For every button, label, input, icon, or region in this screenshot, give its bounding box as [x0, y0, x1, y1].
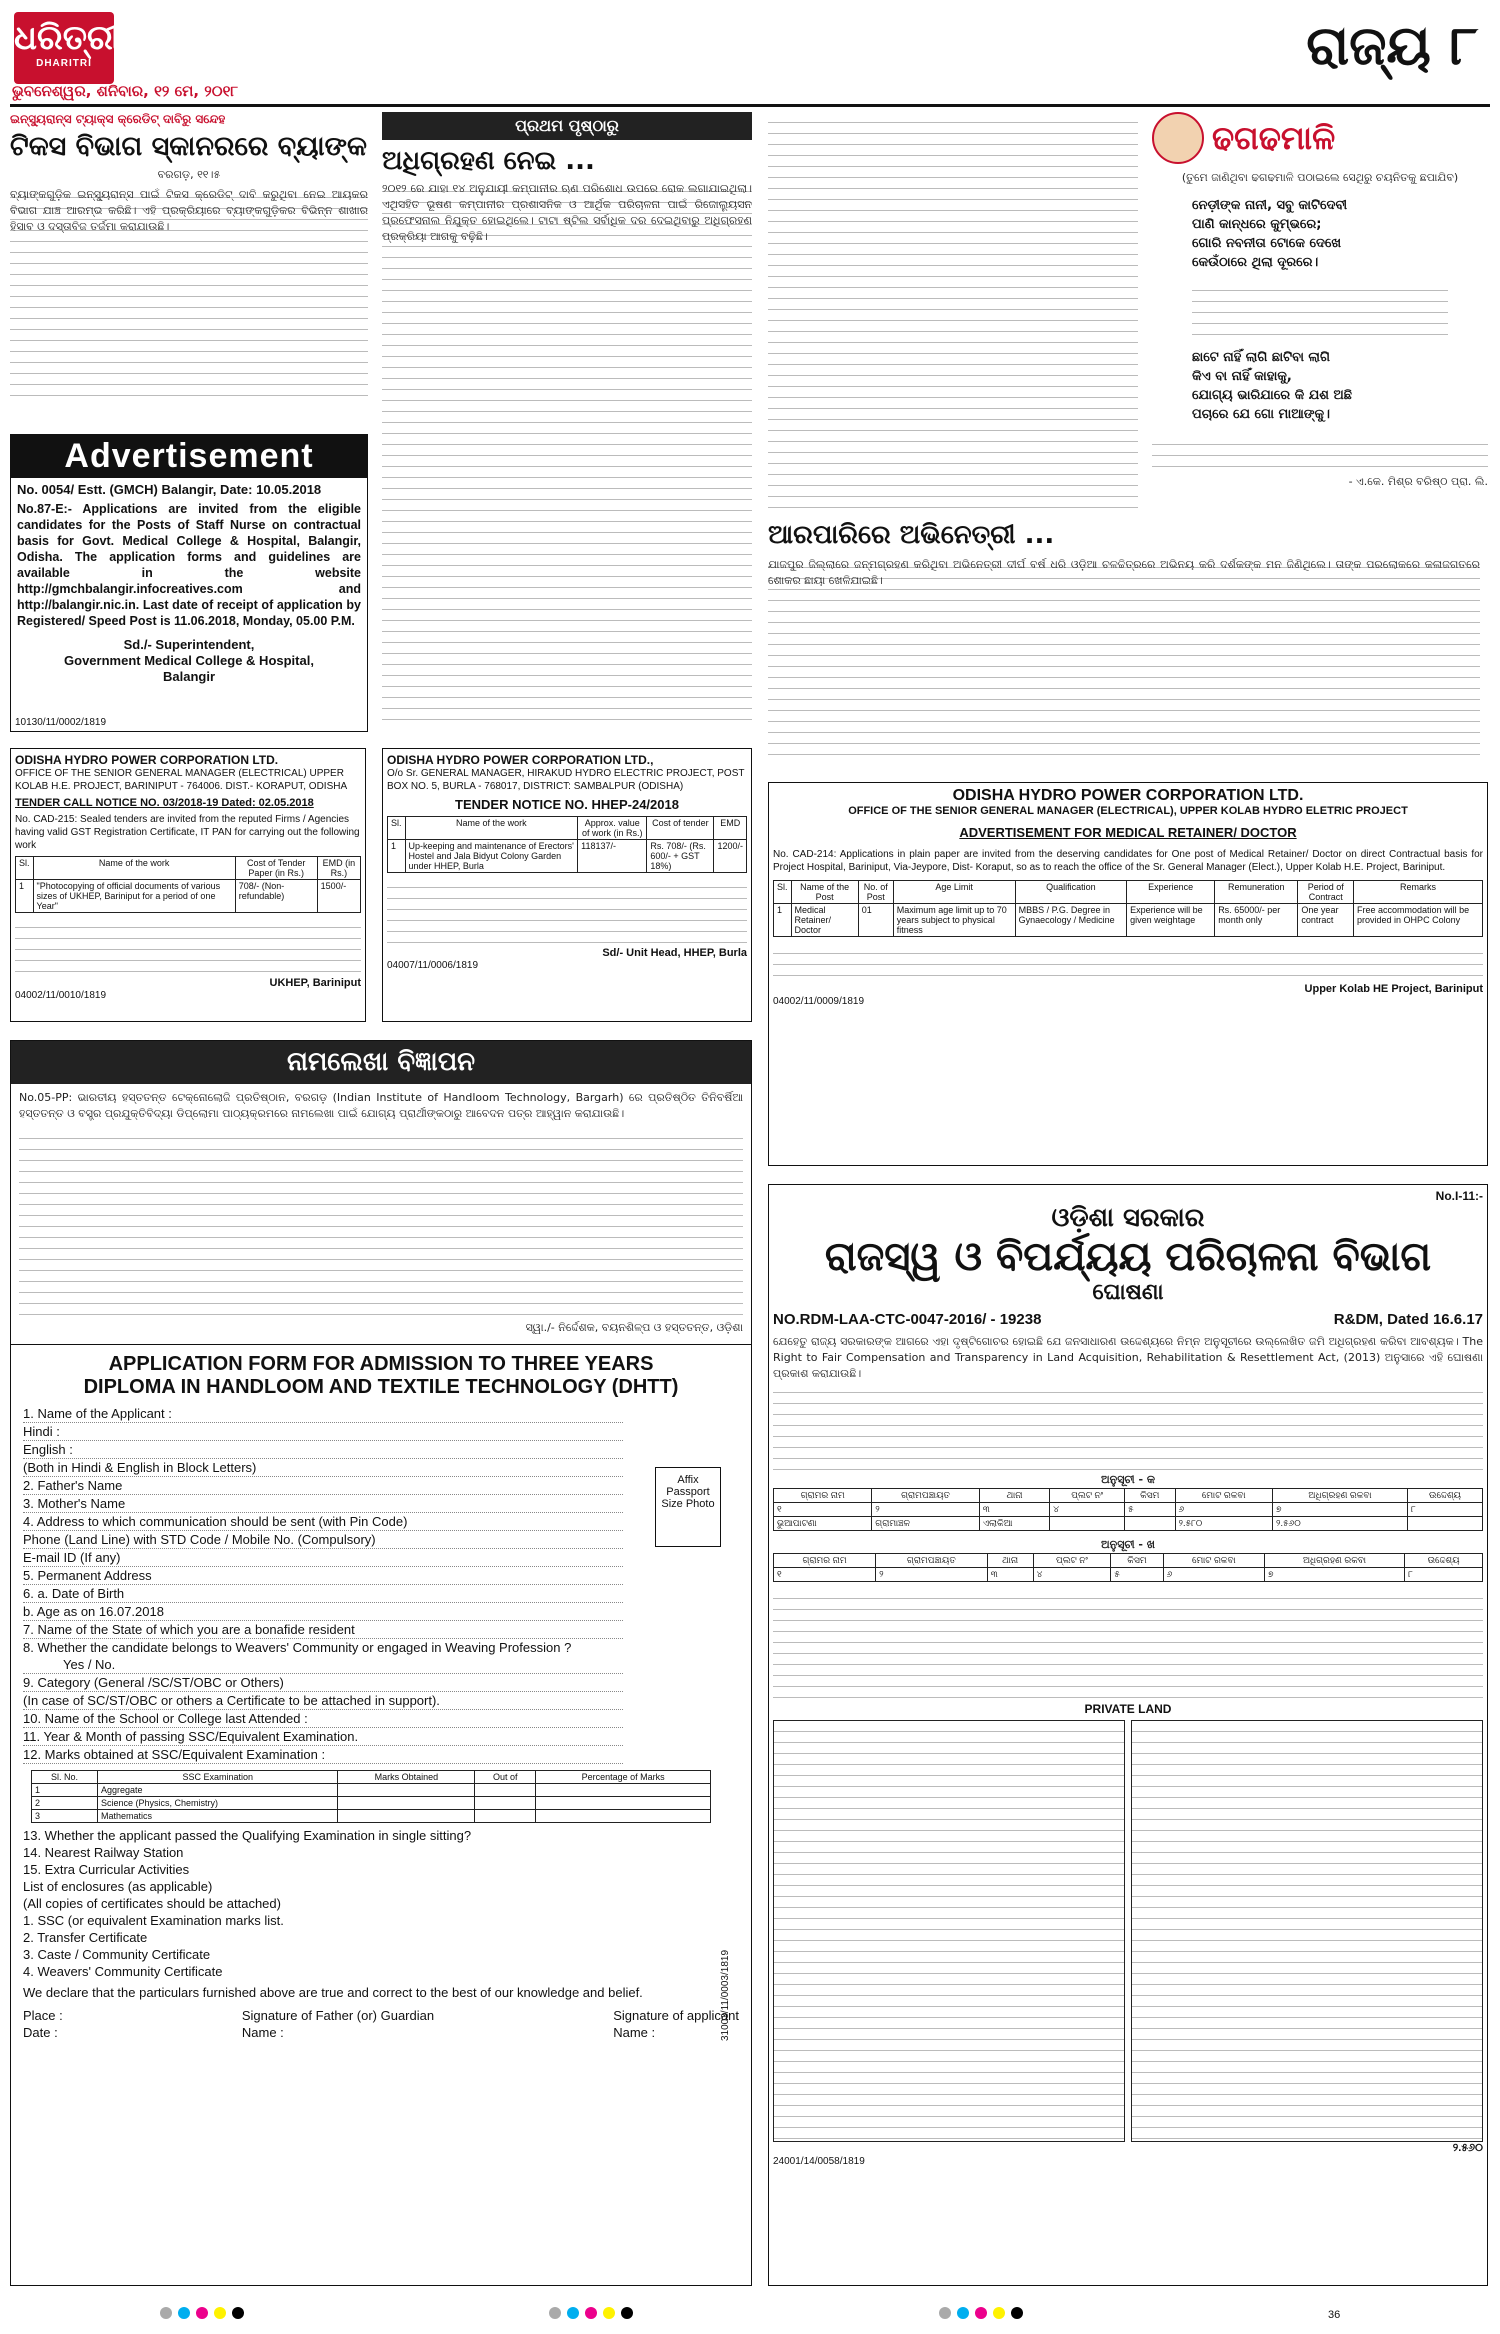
govt-body-more — [773, 1382, 1483, 1472]
form-field: 12. Marks obtained at SSC/Equivalent Examination : — [23, 1746, 623, 1764]
govt-type: ଘୋଷଣା — [1092, 1280, 1164, 1305]
marks-header: Percentage of Marks — [536, 1771, 711, 1784]
schedule-b-table: ଗ୍ରାମର ନାମ ଗ୍ରାମପଞ୍ଚାୟତ ଥାନା ପ୍ଲଟ ନଂ କିସମ ମୋଟ ରକବା ଅଧିଗ୍ରହଣ ରକବା ଉଦ୍ଦେଶ୍ୟ ୧ ୨ ୩ ୪ ୫ ୬ ୭ ୮ — [773, 1553, 1483, 1582]
tender1-footer: UKHEP, Bariniput — [269, 977, 361, 989]
advert1-code: 10130/11/0002/1819 — [15, 717, 107, 728]
form-field: Phone (Land Line) with STD Code / Mobile No. (Compulsory) — [23, 1531, 623, 1549]
masthead-logo — [14, 12, 121, 84]
advertisement-gmch — [10, 434, 368, 732]
form-field: 11. Year & Month of passing SSC/Equivalent Examination. — [23, 1728, 623, 1746]
schedule-b: ଅନୁସୂଚୀ - ଖ — [1100, 1538, 1156, 1551]
tender2-notice: TENDER NOTICE NO. HHEP-24/2018 — [455, 797, 679, 812]
advert1-body: No.87-E:- Applications are invited from the eligible candidates for the Posts of Staff Nurse on contractual basis for Govt. Medical College & Hospital, Balangir, Odisha. The application forms and guidelines are available in the website http://gmchbalangir.infocreatives.com and http://balangir.nic.in. Last date of receipt of application by Registered/ Speed Post is 11.06.2018, Monday, 05.00 P.M. — [17, 502, 361, 628]
column-dhagadhamali — [1152, 112, 1488, 512]
story1-kicker: ଇନ୍ସ୍ୟୁରାନ୍ସ ଟ୍ୟାକ୍ସ କ୍ରେଡିଟ୍ ଦାବିରୁ ସନ୍ଦେହ — [10, 112, 226, 126]
tender1-code: 04002/11/0010/1819 — [15, 990, 107, 1001]
form-field: 6. a. Date of Birth — [23, 1585, 623, 1603]
tender1-body: No. CAD-215: Sealed tenders are invited from the reputed Firms / Agencies having valid GST Registration Certificate, IT PAN for carrying out the following work — [15, 814, 360, 851]
tender3-code: 04002/11/0009/1819 — [773, 996, 865, 1007]
form-field: 9. Category (General /SC/ST/OBC or Others) — [23, 1674, 623, 1692]
marks-header: SSC Examination — [97, 1771, 338, 1784]
form-field: Hindi : — [23, 1423, 623, 1441]
notice-body-more — [19, 1128, 743, 1318]
schedule-a: ଅନୁସୂଚୀ - କ — [1100, 1473, 1155, 1486]
form-field: 7. Name of the State of which you are a bonafide resident — [23, 1621, 623, 1639]
land-total: ୨.୫୬୦ — [1452, 2142, 1483, 2154]
tender3-instructions — [773, 943, 1483, 983]
tender1-notice: TENDER CALL NOTICE NO. 03/2018-19 Dated: 02.05.2018 — [15, 797, 314, 809]
form-field: 3. Mother's Name — [23, 1495, 623, 1513]
form-field: 15. Extra Curricular Activities — [23, 1862, 190, 1877]
tender3-company: ODISHA HYDRO POWER CORPORATION LTD. — [952, 787, 1304, 804]
form-field: 5. Permanent Address — [23, 1567, 623, 1585]
form-field: 13. Whether the applicant passed the Qualifying Examination in single sitting? — [23, 1828, 472, 1843]
photo-box: Affix Passport Size Photo — [655, 1467, 721, 1547]
govt-body: ଯେହେତୁ ରାଜ୍ୟ ସରକାରଙ୍କ ଆଗରେ ଏହା ଦୃଷ୍ଟିଗୋଚର ହୋଇଛି ଯେ ଜନସାଧାରଣ ଉଦ୍ଦେଶ୍ୟରେ ନିମ୍ନ ଅନୁସୂଚୀରେ ଉଲ୍ଲେଖିତ ଜମି ଅଧିଗ୍ରହଣ କରିବା ଆବଶ୍ୟକ। The Right to Fair Compensation and Transparency in Land Acquisition, Rehabilitation & Resettlement Act, (2013) ଅନୁସାରେ ଏହି ଘୋଷଣା ପ୍ରକାଶ କରାଯାଉଛି। — [773, 1335, 1483, 1380]
notice-band: ନାମଲେଖା ବିଜ୍ଞାପନ — [11, 1041, 751, 1084]
tender1-dates — [15, 917, 361, 977]
tender3-body: No. CAD-214: Applications in plain paper are invited from the deserving candidates for One post of Medical Retainer/ Doctor on direct Contractual basis for Project Hospital, Bariniput, Via-Jeypore, Dist- Koraput, so as to reach the office of the Sr. General Manager (Elect.), Upper Kolab H.E. Project, Bariniput. — [773, 849, 1483, 873]
column-credit: - ଏ.କେ. ମିଶ୍ର ବରିଷ୍ଠ ପ୍ରା. ଲି. — [1348, 475, 1488, 488]
advert1-title: Advertisement — [11, 435, 367, 478]
story2-band: ପ୍ରଥମ ପୃଷ୍ଠାରୁ — [382, 112, 752, 140]
tender1-table: Sl. Name of the work Cost of Tender Paper (in Rs.) EMD (in Rs.) 1 "Photocopying of official documents of various sizes of UKHEP, Bariniput for a period of one Year" 708/- (Non-refundable) 1500/- — [15, 856, 361, 913]
story1-headline: ଟିକସ ବିଭାଗ ସ୍କାନରରେ ବ୍ୟାଙ୍କ — [10, 131, 367, 162]
advert1-ref: No. 0054/ Estt. (GMCH) Balangir, Date: 10.05.2018 — [17, 482, 322, 497]
marks-header: Out of — [475, 1771, 536, 1784]
tender2-table: Sl. Name of the work Approx. value of work (in Rs.) Cost of tender EMD 1 Up-keeping and maintenance of Erectors' Hostel and Jala Bidyut Colony Garden under HHEP, Burla 118137/- Rs. 708/- (Rs. 600/- + GST 18%) 1200/- — [387, 816, 747, 873]
land-table-right — [1131, 1720, 1483, 2142]
tender-hhep — [382, 748, 752, 1022]
tender2-code: 04007/11/0006/1819 — [387, 960, 479, 971]
tender1-office: OFFICE OF THE SENIOR GENERAL MANAGER (ELECTRICAL) UPPER KOLAB H.E. PROJECT, BARINIPUT - 764006. DIST.- KORAPUT, ODISHA — [15, 768, 348, 792]
notice-sign: ସ୍ୱା./- ନିର୍ଦ୍ଦେଶକ, ବୟନଶିଳ୍ପ ଓ ହସ୍ତତନ୍ତ, ଓଡ଼ିଶା — [525, 1321, 743, 1334]
form-declaration: We declare that the particulars furnished above are true and correct to the best of our knowledge and belief. — [23, 1985, 643, 2000]
tender-ukhep — [10, 748, 366, 1022]
cartoon-face-icon — [1152, 112, 1204, 164]
page-number-footer: 36 — [1328, 2309, 1341, 2321]
column-verse: ନେଡ଼ୀଙ୍କ ନାନୀ, ସବୁ କାଟିଦେବୀ ପାଣି କାନ୍ଧରେ କୁମ୍ଭରେ; ଗୋରି ନବନୀତା ଟୋକେ ଦେଖେ କେଉଁଠାରେ ଥିଲା ଦୂରରେ। ଛାଟେ ନାହିଁ ଲାଗି ଛାଟିବା ଲାଗି କିଏ ବା ନାହିଁ କାହାକୁ, ଯୋଗ୍ୟ ଭାରିଯାରେ କି ଯଶ ଅଛି ପଚାରେ ଯେ ଗୋ ମାଆଙ୍କୁ। — [1192, 196, 1448, 424]
form-field: 2. Transfer Certificate — [23, 1930, 148, 1945]
land-table-title: PRIVATE LAND — [1084, 1702, 1172, 1716]
form-field: b. Age as on 16.07.2018 — [23, 1603, 623, 1621]
dateline: ଭୁବନେଶ୍ୱର, ଶନିବାର, ୧୨ ମେ, ୨୦୧୮ — [12, 82, 239, 100]
form-field: 4. Address to which communication should be sent (with Pin Code) — [23, 1513, 623, 1531]
govt-no: No.I-11:- — [1435, 1189, 1483, 1203]
page-title: ରାଜ୍ୟ ୮ — [1306, 14, 1478, 77]
column-title: ଢଗଢମାଳି — [1212, 118, 1336, 157]
form-field: (All copies of certificates should be attached) — [23, 1896, 281, 1911]
verse-explanation — [1192, 280, 1448, 340]
story2-headline: ଅଧିଗ୍ରହଣ ନେଇ ... — [382, 146, 595, 176]
story2-continued — [768, 112, 1138, 512]
form-field: (In case of SC/ST/OBC or others a Certificate to be attached in support). — [23, 1692, 623, 1710]
form-field: 2. Father's Name — [23, 1477, 623, 1495]
land-tables — [773, 1720, 1483, 2142]
form-field: List of enclosures (as applicable) — [23, 1879, 213, 1894]
govt-schedule-notes — [773, 1588, 1483, 1698]
story3-headline: ଆରପାରିରେ ଅଭିନେତ୍ରୀ ... — [768, 520, 1055, 550]
form-field: 8. Whether the candidate belongs to Weavers' Community or engaged in Weaving Profession ?Yes / No. — [23, 1639, 623, 1674]
form-fields — [11, 1399, 751, 1770]
tender3-table: Sl. Name of the Post No. of Post Age Limit Qualification Experience Remuneration Period of Contract Remarks 1 Medical Retainer/ Doctor 01 Maximum age limit up to 70 years subject to physical fitness MBBS / P.G. Degree in Gynaecology / Medicine Experience will be given weightage Rs. 65000/- per month only One year contract Free accommodation will be provided in OHPC Colony — [773, 880, 1483, 937]
story-acquisition — [382, 112, 752, 722]
advertisement-medical-retainer — [768, 782, 1488, 1166]
tender2-office: O/o Sr. GENERAL MANAGER, HIRAKUD HYDRO ELECTRIC PROJECT, POST BOX NO. 5, BURLA - 768017, DISTRICT: SAMBALPUR (ODISHA) — [387, 768, 745, 792]
marks-header: Sl. No. — [32, 1771, 98, 1784]
form-field: 1. SSC (or equivalent Examination marks list. — [23, 1913, 284, 1928]
land-table-left — [773, 1720, 1125, 2142]
form-field: 10. Name of the School or College last Attended : — [23, 1710, 623, 1728]
form-signatures: Place : Date : Signature of Father (or) Guardian Name : Signature of applicant Name : — [23, 2008, 739, 2040]
schedule-a-table: ଗ୍ରାମର ନାମ ଗ୍ରାମପଞ୍ଚାୟତ ଥାନା ପ୍ଲଟ ନଂ କିସମ ମୋଟ ରକବା ଅଧିଗ୍ରହଣ ରକବା ଉଦ୍ଦେଶ୍ୟ ୧ ୨ ୩ ୪ ୫ ୬ ୭ ୮ ଭୁଆପାଟଣା ଗ୍ରାମାଞ୍ଚଳ ଏଲାକିଆ ୨.୫୮୦ ୨.୫୬୦ — [773, 1488, 1483, 1531]
admission-notice — [10, 1040, 752, 2286]
masthead-rule — [10, 104, 1490, 107]
form-field: E-mail ID (If any) — [23, 1549, 623, 1567]
story3-body: ଯାଜପୁର ଜିଲ୍ଲାରେ ଜନ୍ମଗ୍ରହଣ କରିଥିବା ଅଭିନେତ୍ରୀ ଦୀର୍ଘ ବର୍ଷ ଧରି ଓଡ଼ିଆ ଚଳଚ୍ଚିତ୍ରରେ ଅଭିନୟ କରି ଦର୍ଶକଙ୍କ ମନ ଜିଣିଥିଲେ। ତାଙ୍କ ପରଲୋକରେ କଳାଜଗତରେ ଶୋକର ଛାୟା ଖେଳିଯାଇଛି। — [768, 557, 1480, 762]
govt-ref-row: NO.RDM-LAA-CTC-0047-2016/ - 19238 R&DM, Dated 16.6.17 — [773, 1311, 1483, 1328]
story1-body: ବ୍ୟାଙ୍କଗୁଡ଼ିକ ଇନ୍ସ୍ୟୁରାନ୍ସ ପାଇଁ ଟିକସ କ୍ରେଡିଟ୍ ଦାବି କରୁଥିବା ନେଇ ଆୟକର ବିଭାଗ ଯାଞ୍ଚ ଆରମ୍ଭ କରିଛି। ଏହି ପ୍ରକ୍ରିୟାରେ ବ୍ୟାଙ୍କଗୁଡ଼ିକର ବିଭିନ୍ନ ଶାଖାର ହିସାବ ଓ ଦସ୍ତାବିଜ ତର୍ଜମା କରାଯାଉଛି। — [10, 187, 368, 397]
marks-header: Marks Obtained — [338, 1771, 475, 1784]
form-field: (Both in Hindi & English in Block Letters) — [23, 1459, 623, 1477]
logo-text: ଧରିତ୍ରୀ — [14, 18, 121, 58]
story-actress — [768, 520, 1480, 770]
form-field: 3. Caste / Community Certificate — [23, 1947, 211, 1962]
govt-declaration — [768, 1184, 1488, 2286]
tender2-company: ODISHA HYDRO POWER CORPORATION LTD., — [387, 753, 654, 767]
form-field: 1. Name of the Applicant : — [23, 1405, 623, 1423]
story-bank-tax — [10, 112, 368, 404]
form-fields-2 — [11, 1823, 751, 1984]
logo-subtext: DHARITRI — [36, 58, 92, 69]
form-field: English : — [23, 1441, 623, 1459]
marks-table: Sl. No. SSC Examination Marks Obtained Out of Percentage of Marks 1 Aggregate 2 Science (Physics, Chemistry) 3 Mathematics — [31, 1770, 711, 1823]
notice-body: No.05-PP: ଭାରତୀୟ ହସ୍ତତନ୍ତ ଟେକ୍ନୋଲୋଜି ପ୍ରତିଷ୍ଠାନ, ବରଗଡ଼ (Indian Institute of Handloom Technology, Bargarh) ରେ ପ୍ରତିଷ୍ଠିତ ତିନିବର୍ଷିଆ ହସ୍ତତନ୍ତ ଓ ବସ୍ତ୍ର ପ୍ରଯୁକ୍ତିବିଦ୍ୟା ଡିପ୍ଲୋମା ପାଠ୍ୟକ୍ରମରେ ନାମଲେଖା ପାଇଁ ଯୋଗ୍ୟ ପ୍ରାର୍ଥୀଙ୍କଠାରୁ ଆବେଦନ ପତ୍ର ଆହ୍ୱାନ କରାଯାଉଛି। — [19, 1091, 743, 1120]
govt-dept: ରାଜସ୍ୱ ଓ ବିପର୍ଯ୍ୟୟ ପରିଚାଳନା ବିଭାଗ — [824, 1234, 1432, 1280]
tender3-footer: Upper Kolab HE Project, Bariniput — [1304, 983, 1483, 995]
form-field: 4. Weavers' Community Certificate — [23, 1964, 223, 1979]
tender3-title: ADVERTISEMENT FOR MEDICAL RETAINER/ DOCTOR — [959, 825, 1297, 840]
column-header — [1152, 112, 1488, 164]
advert1-signature: Sd./- Superintendent, Government Medical College & Hospital, Balangir — [64, 637, 314, 684]
govt-state: ଓଡ଼ିଶା ସରକାର — [1051, 1203, 1205, 1233]
story2-body: ୨୦୧୨ ରେ ଯାହା ୧୪ ଅନୁଯାୟୀ କମ୍ପାନୀର ଋଣ ପରିଶୋଧ ଉପରେ ରୋକ ଲଗାଯାଇଥିଲା। ଏଥିସହିତ ଭୂଷଣ କମ୍ପାନୀର ପ୍ରଶାସନିକ ଓ ଆର୍ଥିକ ପରିଚାଳନା ପାଇଁ ରିଜୋଲ୍ୟୁସନ ପ୍ରଫେସନାଲ ନିଯୁକ୍ତ ହୋଇଥିଲେ। ଟାଟା ଷ୍ଟିଲ ସର୍ବାଧିକ ଦର ଦେଇଥିବାରୁ ଅଧିଗ୍ରହଣ ପ୍ରକ୍ରିୟା ଆଗକୁ ବଢ଼ିଛି। — [382, 181, 752, 721]
print-colorbar — [10, 2304, 1490, 2326]
tender2-footer: Sd/- Unit Head, HHEP, Burla — [602, 947, 747, 959]
form-field: 14. Nearest Railway Station — [23, 1845, 184, 1860]
column-note — [1152, 434, 1488, 474]
tender3-office: OFFICE OF THE SENIOR GENERAL MANAGER (ELECTRICAL), UPPER KOLAB HYDRO ELETRIC PROJECT — [848, 805, 1408, 817]
tender2-dates — [387, 877, 747, 947]
form-title: APPLICATION FORM FOR ADMISSION TO THREE YEARS DIPLOMA IN HANDLOOM AND TEXTILE TECHNOLOGY (DHTT) — [83, 1353, 679, 1398]
govt-code: 24001/14/0058/1819 — [773, 2156, 865, 2167]
tender1-company: ODISHA HYDRO POWER CORPORATION LTD. — [15, 753, 279, 767]
story1-byline: ବରଗଡ଼, ୧୧।୫ — [157, 168, 221, 181]
form-code: 31003/11/0003/1819 — [720, 1949, 731, 2041]
column-subtitle: (ତୁମେ ଜାଣିଥିବା ଢଗଢମାଳି ପଠାଇଲେ ସେଥିରୁ ଚୟନିତକୁ ଛପାଯିବ) — [1181, 171, 1459, 184]
